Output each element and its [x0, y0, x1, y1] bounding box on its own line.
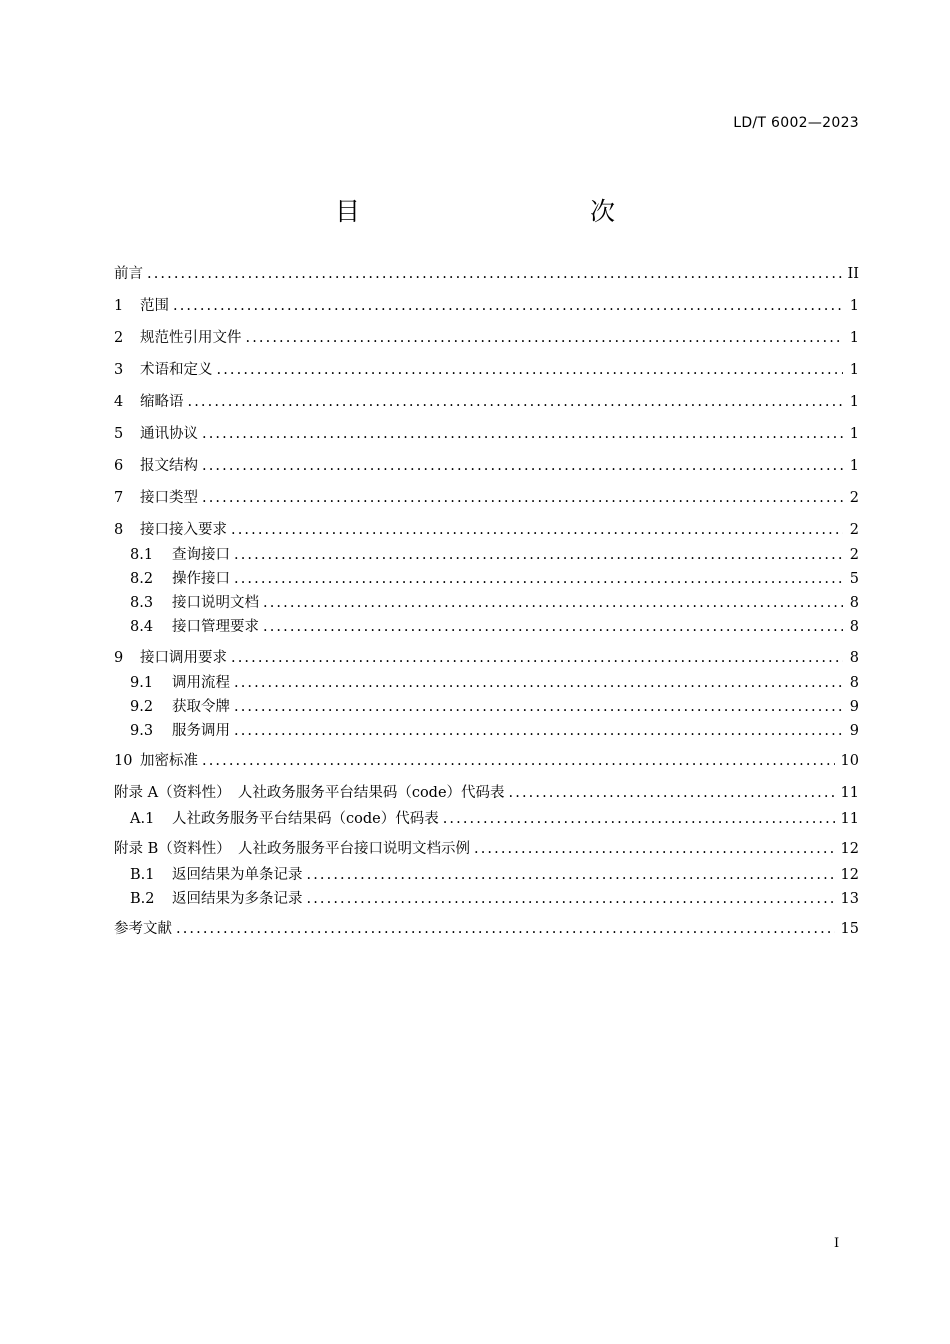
toc-entry-title: 加密标准 [140, 753, 198, 769]
toc-entry-title: 范围 [140, 298, 169, 314]
toc-entry-title: 获取令牌 [172, 699, 230, 715]
toc-entry-title: 返回结果为多条记录 [172, 891, 303, 907]
toc-entry-page: 8 [849, 675, 859, 691]
toc-entry-number: 6 [114, 458, 124, 474]
dot-leader [147, 264, 842, 284]
toc-entry-title: 术语和定义 [140, 362, 213, 378]
toc-entry-number: 4 [114, 394, 124, 410]
toc-entry-title: 接口说明文档 [172, 595, 259, 611]
toc-entry-number: 3 [114, 362, 124, 378]
toc-entry-page: 11 [840, 785, 859, 801]
toc-entry-number: 8.1 [130, 547, 154, 563]
toc-entry-8-2[interactable] [130, 569, 859, 589]
dot-leader [509, 783, 835, 803]
toc-entry-title: 返回结果为单条记录 [172, 867, 303, 883]
toc-entry-9-3[interactable] [130, 721, 859, 741]
toc-entry-page: 1 [849, 330, 859, 346]
dot-leader [202, 751, 835, 771]
toc-entry-title: 规范性引用文件 [140, 330, 242, 346]
toc-entry-7[interactable] [114, 488, 859, 508]
dot-leader [202, 424, 843, 444]
toc-entry-8-1[interactable] [130, 545, 859, 565]
toc-entry-page: 9 [849, 699, 859, 715]
dot-leader [202, 456, 843, 476]
toc-entry-number: 1 [114, 298, 124, 314]
toc-title: 目 次 [334, 197, 675, 226]
toc-entry-number: 9.3 [130, 723, 154, 739]
toc-entry-6[interactable] [114, 456, 859, 476]
toc-entry-number: 8.3 [130, 595, 154, 611]
toc-entry-page: 2 [849, 522, 859, 538]
dot-leader [234, 673, 843, 693]
dot-leader [234, 545, 843, 565]
toc-entry-page: 1 [849, 394, 859, 410]
toc-entry-number: 2 [114, 330, 124, 346]
dot-leader [307, 889, 835, 909]
toc-entry-title: 查询接口 [172, 547, 230, 563]
toc-entry-page: 9 [849, 723, 859, 739]
toc-entry-number: 9.1 [130, 675, 154, 691]
dot-leader [234, 697, 843, 717]
toc-entry-number: 10 [114, 753, 133, 769]
toc-entry-title: 附录 B（资料性） 人社政务服务平台接口说明文档示例 [114, 841, 471, 857]
toc-entry-title: 服务调用 [172, 723, 230, 739]
toc-entry-title: 缩略语 [140, 394, 184, 410]
toc-entry-title: 操作接口 [172, 571, 230, 587]
toc-entry-page: 1 [849, 458, 859, 474]
dot-leader [443, 809, 835, 829]
toc-entry-5[interactable] [114, 424, 859, 444]
toc-entry-b-2[interactable] [130, 889, 859, 909]
toc-entry-title: 报文结构 [140, 458, 198, 474]
standard-code: LD/T 6002—2023 [733, 115, 859, 131]
toc-entry-title: 调用流程 [172, 675, 230, 691]
toc-entry-9[interactable] [114, 648, 859, 668]
dot-leader [234, 569, 843, 589]
dot-leader [307, 865, 835, 885]
toc-entry-title: 前言 [114, 266, 143, 282]
toc-entry-page: 10 [840, 753, 859, 769]
page-number: I [834, 1236, 840, 1251]
dot-leader [188, 392, 844, 412]
toc-entry-8-3[interactable] [130, 593, 859, 613]
toc-entry-number: 8.2 [130, 571, 154, 587]
toc-entry-number: 8.4 [130, 619, 154, 635]
toc-entry-title: 附录 A（资料性） 人社政务服务平台结果码（code）代码表 [114, 785, 505, 801]
dot-leader [231, 520, 843, 540]
toc-entry-page: 13 [840, 891, 859, 907]
toc-entry-references[interactable] [114, 919, 859, 939]
toc-entry-foreword[interactable] [114, 264, 859, 284]
toc-entry-9-2[interactable] [130, 697, 859, 717]
toc-entry-b-1[interactable] [130, 865, 859, 885]
toc-entry-page: 8 [849, 595, 859, 611]
toc-entry-appendix-b[interactable] [114, 839, 859, 859]
dot-leader [263, 593, 843, 613]
toc-entry-8[interactable] [114, 520, 859, 540]
dot-leader [202, 488, 843, 508]
toc-entry-4[interactable] [114, 392, 859, 412]
toc-entry-title: 参考文献 [114, 921, 172, 937]
toc-entry-page: 2 [849, 547, 859, 563]
toc-entry-number: 9.2 [130, 699, 154, 715]
toc-entry-3[interactable] [114, 360, 859, 380]
dot-leader [263, 617, 843, 637]
toc-entry-page: II [847, 266, 859, 282]
toc-entry-title: 人社政务服务平台结果码（code）代码表 [172, 811, 439, 827]
toc-entry-number: 7 [114, 490, 124, 506]
toc-entry-page: 1 [849, 362, 859, 378]
toc-entry-page: 5 [849, 571, 859, 587]
toc-entry-number: B.1 [130, 867, 155, 883]
toc-entry-page: 8 [849, 650, 859, 666]
toc-entry-page: 1 [849, 426, 859, 442]
toc-entry-page: 1 [849, 298, 859, 314]
toc-entry-page: 12 [840, 841, 859, 857]
toc-entry-a-1[interactable] [130, 809, 859, 829]
dot-leader [176, 919, 835, 939]
toc-entry-title: 接口调用要求 [140, 650, 227, 666]
dot-leader [246, 328, 844, 348]
dot-leader [231, 648, 843, 668]
toc-entry-title: 接口接入要求 [140, 522, 227, 538]
toc-entry-appendix-a[interactable] [114, 783, 859, 803]
toc-entry-page: 11 [840, 811, 859, 827]
toc-entry-title: 接口管理要求 [172, 619, 259, 635]
toc-entry-10[interactable] [114, 751, 859, 771]
dot-leader [474, 839, 835, 859]
toc-entry-2[interactable] [114, 328, 859, 348]
toc-entry-number: 9 [114, 650, 124, 666]
toc-entry-number: A.1 [130, 811, 155, 827]
toc-entry-number: 8 [114, 522, 124, 538]
toc-entry-8-4[interactable] [130, 617, 859, 637]
toc-entry-page: 12 [840, 867, 859, 883]
toc-entry-9-1[interactable] [130, 673, 859, 693]
toc-entry-number: B.2 [130, 891, 155, 907]
toc-entry-1[interactable] [114, 296, 859, 316]
toc-entry-page: 8 [849, 619, 859, 635]
dot-leader [234, 721, 843, 741]
toc-entry-page: 2 [849, 490, 859, 506]
toc-entry-page: 15 [840, 921, 859, 937]
toc-entry-title: 接口类型 [140, 490, 198, 506]
dot-leader [173, 296, 843, 316]
toc-entry-number: 5 [114, 426, 124, 442]
dot-leader [217, 360, 844, 380]
toc-entry-title: 通讯协议 [140, 426, 198, 442]
